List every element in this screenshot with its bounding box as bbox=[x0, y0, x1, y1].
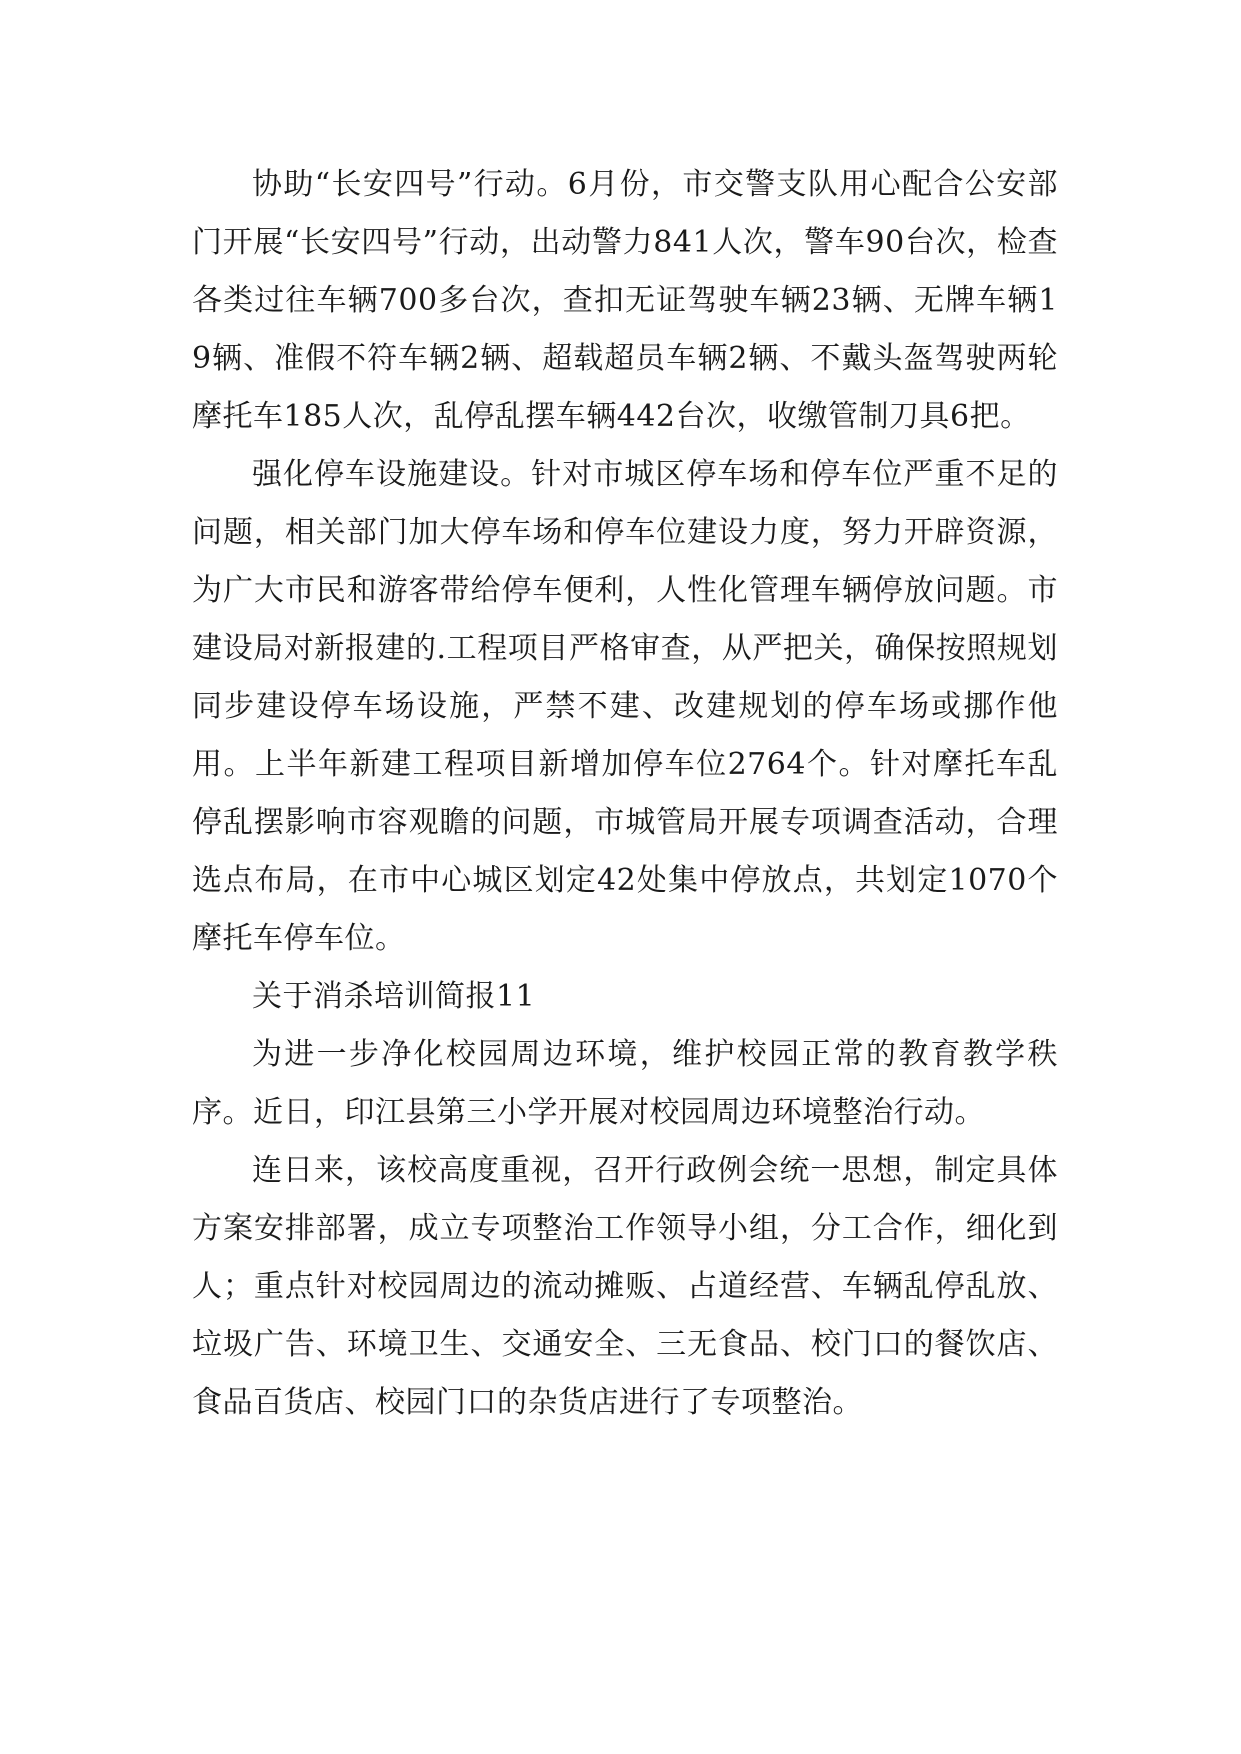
paragraph-parking-facilities: 强化停车设施建设。针对市城区停车场和停车位严重不足的问题，相关部门加大停车场和停车位建设力度，努力开辟资源，为广大市民和游客带给停车便利，人性化管理车辆停放问题。市建设局对新报建的.工程项目严格审查，从严把关，确保按照规划同步建设停车场设施，严禁不建、改建规划的停车场或挪作他用。上半年新建工程项目新增加停车位2764个。针对摩托车乱停乱摆影响市容观瞻的问题，市城管局开展专项调查活动，合理选点布局，在市中心城区划定42处集中停放点，共划定1070个摩托车停车位。 bbox=[192, 457, 1058, 956]
document-body bbox=[192, 156, 1058, 1432]
paragraph-campus-rectification: 连日来，该校高度重视，召开行政例会统一思想，制定具体方案安排部署，成立专项整治工作领导小组，分工合作，细化到人；重点针对校园周边的流动摊贩、占道经营、车辆乱停乱放、垃圾广告、环境卫生、交通安全、三无食品、校门口的餐饮店、食品百货店、校园门口的杂货店进行了专项整治。 bbox=[192, 1153, 1058, 1420]
section-heading: 关于消杀培训简报11 bbox=[252, 979, 536, 1014]
paragraph-campus-intro: 为进一步净化校园周边环境，维护校园正常的教育教学秩序。近日，印江县第三小学开展对校园周边环境整治行动。 bbox=[192, 1037, 1058, 1130]
paragraph-chang-an-action: 协助“长安四号”行动。6月份，市交警支队用心配合公安部门开展“长安四号”行动，出动警力841人次，警车90台次，检查各类过往车辆700多台次，查扣无证驾驶车辆23辆、无牌车辆19辆、准假不符车辆2辆、超载超员车辆2辆、不戴头盔驾驶两轮摩托车185人次，乱停乱摆车辆442台次，收缴管制刀具6把。 bbox=[192, 167, 1058, 434]
